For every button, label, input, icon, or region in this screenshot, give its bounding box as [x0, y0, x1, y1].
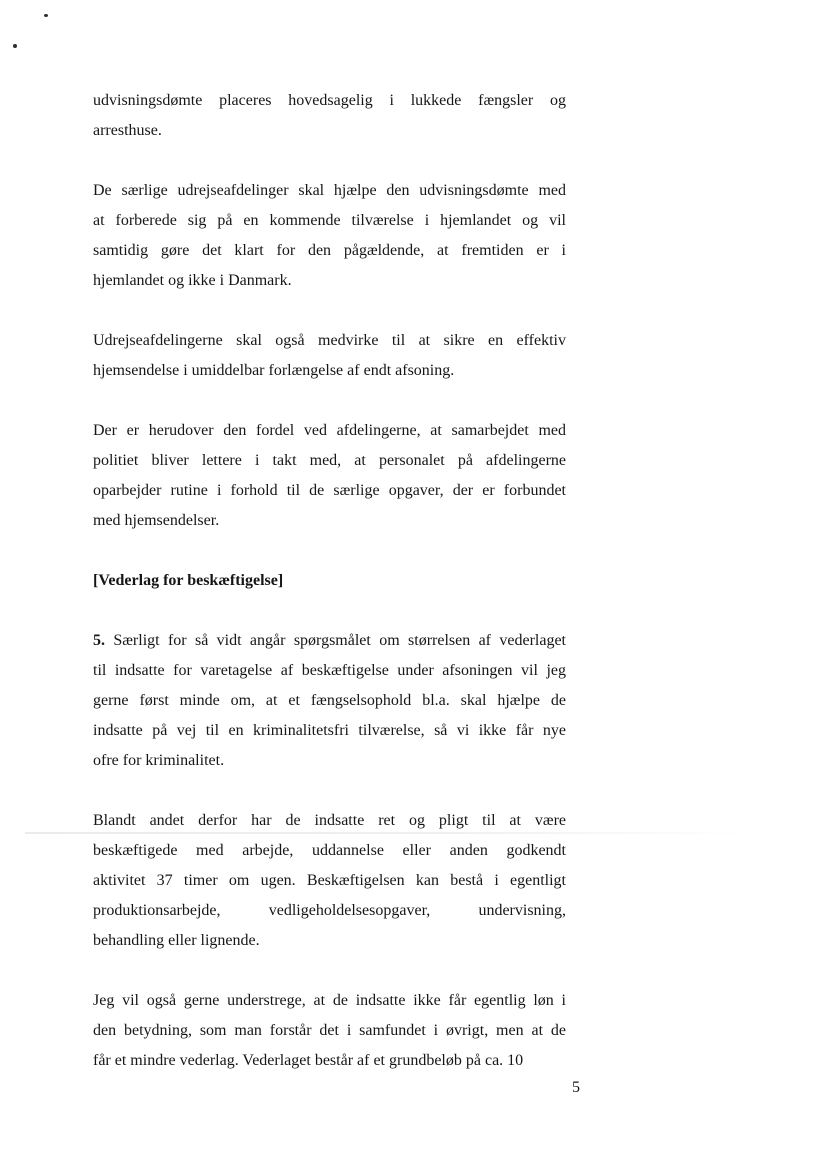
paragraph	[93, 86, 566, 146]
paragraph	[93, 416, 566, 536]
text-line: Udrejseafdelingerne skal også medvirke til at sikre en effektiv	[93, 332, 566, 349]
text-line: [Vederlag for beskæftigelse]	[93, 572, 284, 589]
text-line: produktionsarbejde, vedligeholdelsesopgaver, undervisning,	[93, 902, 566, 919]
text-line: hjemsendelse i umiddelbar forlængelse af endt afsoning.	[93, 362, 455, 379]
paragraph-number: 5.	[93, 632, 105, 649]
paragraph	[93, 176, 566, 296]
text-line: indsatte på vej til en kriminalitetsfri tilværelse, så vi ikke får nye	[93, 722, 566, 739]
text-line: aktivitet 37 timer om ugen. Beskæftigelsen kan bestå i egentligt	[93, 872, 566, 889]
text-line: hjemlandet og ikke i Danmark.	[93, 272, 292, 289]
page-number: 5	[572, 1079, 580, 1096]
document-body	[93, 86, 566, 1106]
text-line: politiet bliver lettere i takt med, at personalet på afdelingerne	[93, 452, 566, 469]
paragraph	[93, 986, 566, 1076]
text-line: med hjemsendelser.	[93, 512, 220, 529]
text-line: 5. Særligt for så vidt angår spørgsmålet om størrelsen af vederlaget	[93, 632, 566, 649]
text-line: ofre for kriminalitet.	[93, 752, 225, 769]
text-line: Blandt andet derfor har de indsatte ret og pligt til at være	[93, 812, 566, 829]
text-line: samtidig gøre det klart for den pågældende, at fremtiden er i	[93, 242, 566, 259]
text-line: til indsatte for varetagelse af beskæftigelse under afsoningen vil jeg	[93, 662, 566, 679]
scan-speck-top	[44, 14, 48, 17]
section-heading	[93, 566, 566, 596]
text-line: at forberede sig på en kommende tilværelse i hjemlandet og vil	[93, 212, 566, 229]
text-line: behandling eller lignende.	[93, 932, 260, 949]
paragraph	[93, 326, 566, 386]
text-line: gerne først minde om, at et fængselsophold bl.a. skal hjælpe de	[93, 692, 566, 709]
text-line: arresthuse.	[93, 122, 162, 139]
scan-speck-left	[13, 44, 17, 48]
text-line: Der er herudover den fordel ved afdelingerne, at samarbejdet med	[93, 422, 566, 439]
paragraph	[93, 806, 566, 956]
text-line: De særlige udrejseafdelinger skal hjælpe den udvisningsdømte med	[93, 182, 566, 199]
text-line: oparbejder rutine i forhold til de særlige opgaver, der er forbundet	[93, 482, 566, 499]
text-line: den betydning, som man forstår det i samfundet i øvrigt, men at de	[93, 1022, 566, 1039]
text-line: udvisningsdømte placeres hovedsagelig i lukkede fængsler og	[93, 92, 566, 109]
text-line: får et mindre vederlag. Vederlaget består af et grundbeløb på ca. 10	[93, 1052, 524, 1069]
text-line: beskæftigede med arbejde, uddannelse eller anden godkendt	[93, 842, 566, 859]
text-line: Jeg vil også gerne understrege, at de indsatte ikke får egentlig løn i	[93, 992, 566, 1009]
paragraph	[93, 626, 566, 776]
